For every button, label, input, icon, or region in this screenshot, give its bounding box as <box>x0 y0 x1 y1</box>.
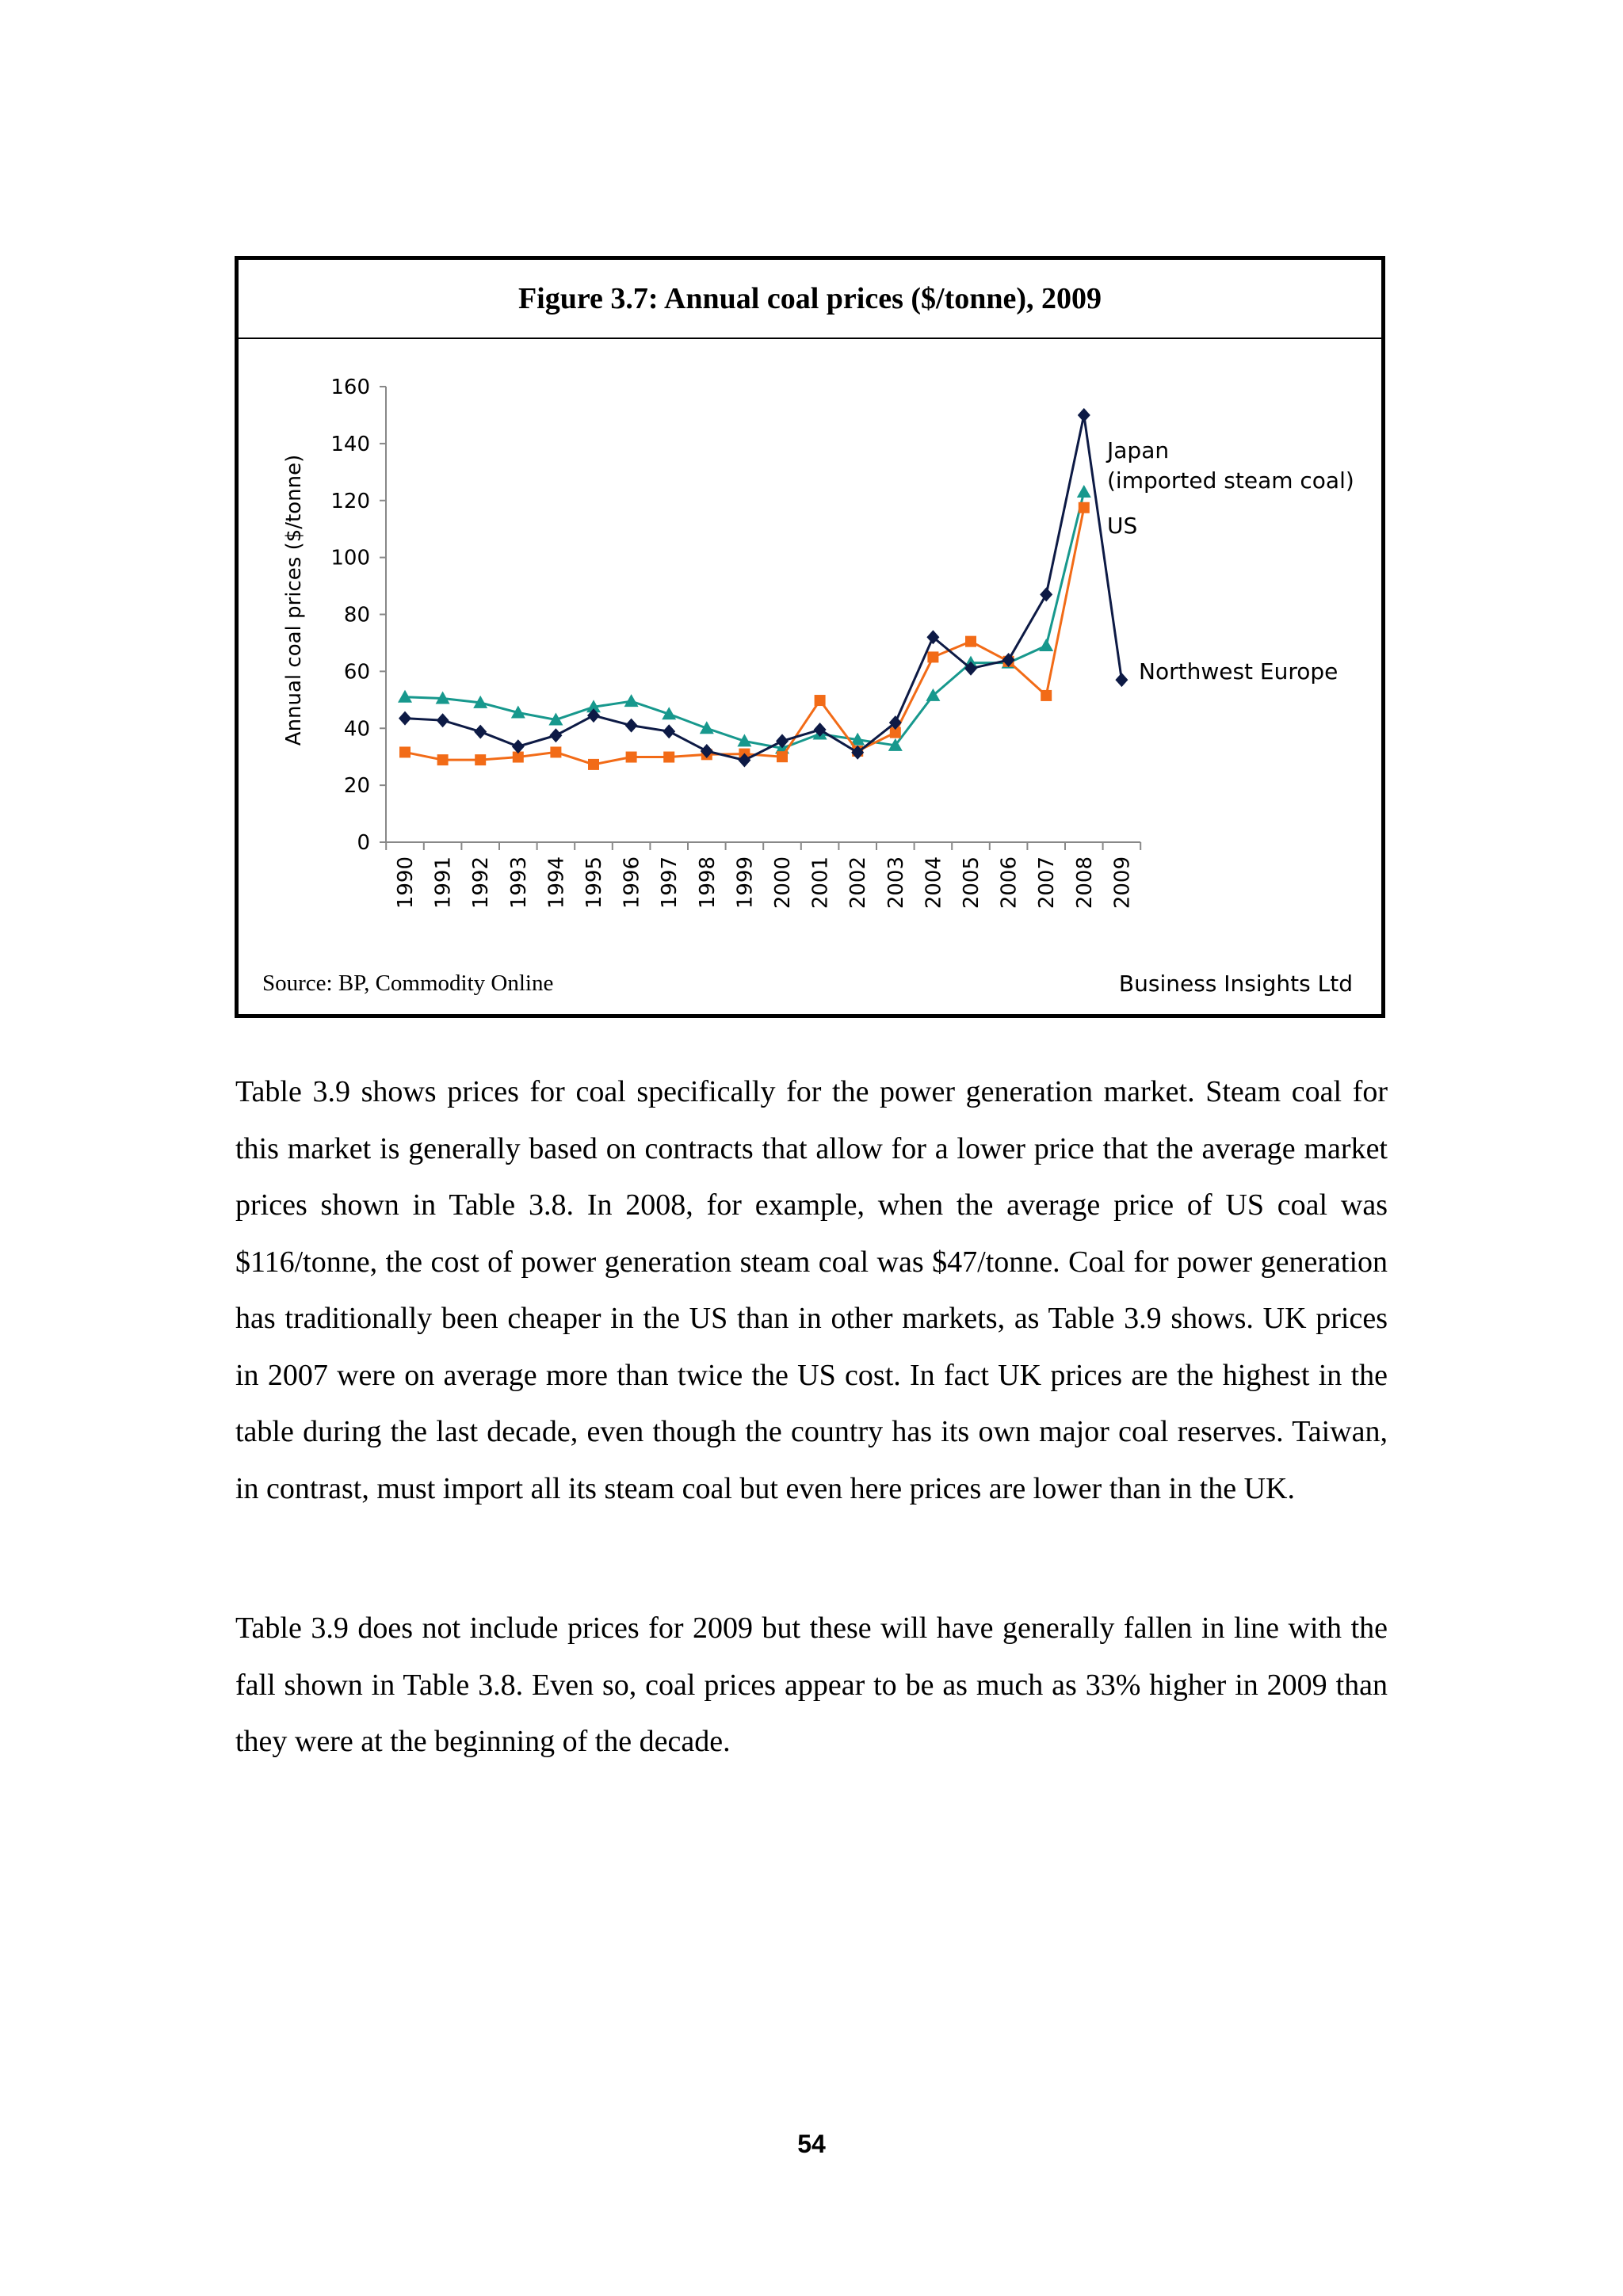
x-tick-label: 2009 <box>1110 856 1135 910</box>
data-point-japan <box>549 728 562 742</box>
x-tick-label: 1996 <box>620 856 644 910</box>
series-label-japan: (imported steam coal) <box>1107 467 1354 494</box>
data-point-japan <box>437 713 449 727</box>
coal-price-chart <box>239 260 1381 1014</box>
figure-source: Source: BP, Commodity Online <box>262 971 554 996</box>
x-tick-label: 2002 <box>846 856 871 910</box>
data-point-northwest-europe <box>1039 639 1053 651</box>
y-tick-label: 160 <box>330 376 370 399</box>
data-point-us <box>437 754 449 765</box>
y-tick-label: 40 <box>343 717 370 742</box>
data-point-us <box>550 746 561 757</box>
figure-box <box>235 256 1385 1018</box>
data-point-us <box>1041 690 1052 701</box>
x-tick-label: 1999 <box>733 856 758 910</box>
data-point-northwest-europe <box>1077 485 1091 498</box>
series-label-northwest-europe: Northwest Europe <box>1139 658 1338 685</box>
y-tick-label: 20 <box>343 774 370 799</box>
paragraph-2: Table 3.9 does not include prices for 2009 but these will have generally fallen in line with the fall shown in Table 3.8. Even so, coal prices appear to be as much as 33% higher in 2009 than they were at the beginning of the decade. <box>235 1611 1388 1758</box>
x-tick-label: 1993 <box>506 856 531 910</box>
page-number: 54 <box>797 2130 826 2158</box>
data-point-japan <box>663 724 675 738</box>
x-tick-label: 2003 <box>884 856 908 910</box>
figure-credit: Business Insights Ltd <box>1118 971 1353 997</box>
x-tick-label: 1994 <box>544 856 569 910</box>
series-line-japan-imported-steam-coal- <box>405 415 1121 761</box>
x-tick-label: 2005 <box>960 856 983 910</box>
y-tick-label: 120 <box>330 489 370 513</box>
data-point-us <box>663 752 674 763</box>
data-point-japan <box>1115 673 1128 687</box>
x-tick-label: 2001 <box>808 856 833 910</box>
data-point-japan <box>1040 587 1052 601</box>
data-point-us <box>475 754 486 765</box>
data-point-us <box>965 636 976 647</box>
data-point-us <box>588 759 599 770</box>
x-tick-label: 1992 <box>469 856 494 910</box>
data-point-japan <box>474 725 487 739</box>
data-point-us <box>815 695 826 706</box>
x-tick-label: 2007 <box>1035 856 1060 910</box>
data-point-japan <box>1078 408 1090 422</box>
data-point-northwest-europe <box>624 694 639 707</box>
x-tick-label: 1998 <box>695 856 720 910</box>
paragraph-1: Table 3.9 shows prices for coal specifically for the power generation market. Steam coal for this market is generally based on contracts that allow for a lower price that the average market prices shown in Table 3.8. In 2008, for example, when the average price of US coal was $116/tonne, the cost of power generation steam coal was $47/tonne. Coal for power generation has traditionally been cheaper in the US than in other markets, as Table 3.9 shows. UK prices in 2007 were on average more than twice the US cost. In fact UK prices are the highest in the table during the last decade, even though the country has its own major coal reserves. Taiwan, in contrast, must import all its steam coal but even here prices are lower than in the UK. <box>235 1075 1388 1505</box>
x-tick-label: 2004 <box>922 856 946 910</box>
figure-title: Figure 3.7: Annual coal prices ($/tonne), 2009 <box>239 260 1381 339</box>
y-tick-label: 140 <box>330 432 370 456</box>
x-tick-label: 2000 <box>771 856 795 910</box>
data-point-us <box>399 746 411 757</box>
y-tick-label: 100 <box>330 546 370 570</box>
data-point-us <box>626 752 637 763</box>
y-tick-label: 0 <box>357 831 370 855</box>
data-point-us <box>1079 502 1090 513</box>
y-axis-title: Annual coal prices ($/tonne) <box>282 454 306 746</box>
x-tick-label: 1990 <box>394 856 418 910</box>
series-label-us: US <box>1107 513 1138 539</box>
data-point-us <box>777 751 788 762</box>
x-tick-label: 1995 <box>582 856 606 910</box>
x-tick-label: 2008 <box>1072 856 1097 910</box>
data-point-japan <box>399 711 411 726</box>
y-tick-label: 60 <box>343 660 370 685</box>
series-line-us <box>405 508 1084 765</box>
y-tick-label: 80 <box>343 603 370 627</box>
data-point-us <box>927 651 938 662</box>
x-tick-label: 1991 <box>431 856 456 910</box>
data-point-japan <box>625 719 638 733</box>
series-label-japan: Japan <box>1107 437 1170 463</box>
x-tick-label: 1997 <box>658 856 682 910</box>
series-line-northwest-europe <box>405 492 1084 748</box>
x-tick-label: 2006 <box>997 856 1022 910</box>
